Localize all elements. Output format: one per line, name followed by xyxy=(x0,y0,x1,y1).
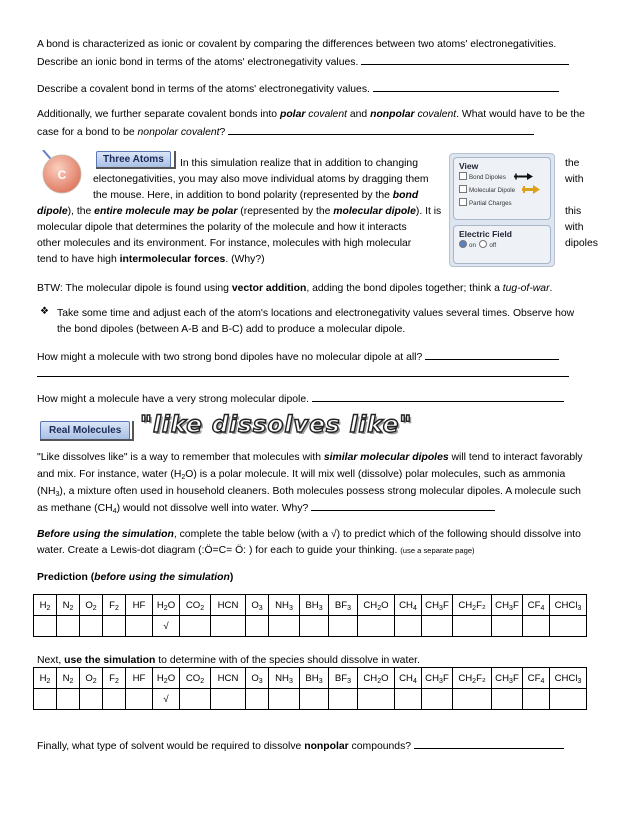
species-formula: O xyxy=(85,599,93,611)
species-header-cell xyxy=(34,668,57,689)
species-formula: H xyxy=(39,599,47,611)
species-header-cell xyxy=(523,668,550,689)
checkbox-icon[interactable] xyxy=(459,185,467,193)
species-suffix: F₂ xyxy=(476,599,486,611)
check-cell[interactable] xyxy=(246,689,269,710)
check-cell[interactable] xyxy=(492,689,523,710)
sim-text-5: molecular dipole that determines the polarity of the molecule and how it interacts xyxy=(37,222,407,233)
species-subscript: 2 xyxy=(114,677,119,685)
species-suffix: F xyxy=(512,672,519,684)
electric-field-box xyxy=(453,225,551,264)
species-suffix: O xyxy=(381,672,389,684)
check-cell[interactable] xyxy=(80,689,103,710)
check-cell[interactable] xyxy=(180,616,211,637)
btw-line: BTW: The molecular dipole is found using vector addition, adding the bond dipoles together; think a tug-of-war. xyxy=(37,283,553,294)
prediction-table xyxy=(33,594,587,637)
species-header-cell xyxy=(422,595,453,616)
bullet-line-1: Take some time and adjust each of the atom's locations and electronegativity values several times. Observe how xyxy=(57,308,575,319)
check-cell[interactable] xyxy=(492,616,523,637)
species-suffix: F₂ xyxy=(476,672,486,684)
species-header-cell xyxy=(422,668,453,689)
check-cell[interactable] xyxy=(550,689,587,710)
species-formula: CO xyxy=(185,672,201,684)
species-formula: CH xyxy=(458,672,473,684)
species-formula: BH xyxy=(305,672,319,684)
real-molecules-divider xyxy=(132,421,134,440)
like-dissolves-like-banner: "like dissolves like" xyxy=(140,412,413,438)
species-subscript: 3 xyxy=(347,604,352,612)
simulation-check-row xyxy=(34,689,587,710)
species-header-cell xyxy=(180,668,211,689)
view-option-molecular-dipole[interactable]: Molecular Dipole xyxy=(454,184,550,197)
species-formula: CO xyxy=(185,599,201,611)
species-header-cell xyxy=(358,668,395,689)
species-subscript: 2 xyxy=(69,604,74,612)
check-cell[interactable] xyxy=(550,616,587,637)
molecular-dipole-arrow-icon xyxy=(519,185,541,194)
before-sim-line-2: water. Create a Lewis-dot diagram (:Ö=C= Ö: ) for each to guide your thinking. (use a separate page) xyxy=(37,545,475,556)
species-formula: HF xyxy=(132,672,146,684)
wrap-right-1: the xyxy=(565,158,580,169)
before-sim-line-1: Before using the simulation, complete the table below (with a √) to predict which of the following should dissolve into xyxy=(37,529,581,540)
species-header-cell xyxy=(358,595,395,616)
nonpolar-answer-blank[interactable] xyxy=(228,124,534,135)
checkbox-icon[interactable] xyxy=(459,198,467,206)
check-cell[interactable] xyxy=(80,616,103,637)
species-suffix: F xyxy=(442,672,449,684)
electric-field-options: on off xyxy=(454,239,550,252)
species-formula: CH xyxy=(363,672,378,684)
view-option-partial-charges[interactable]: Partial Charges xyxy=(454,197,550,210)
species-header-cell xyxy=(34,595,57,616)
species-subscript: 3 xyxy=(439,677,443,685)
species-formula: F xyxy=(109,599,115,611)
sim-text-7: tend to have high intermolecular forces. (Why?) xyxy=(37,254,265,265)
species-formula: H xyxy=(39,672,47,684)
radio-off-icon[interactable] xyxy=(479,240,487,248)
species-formula: HCN xyxy=(217,599,239,611)
bullet-line-2: the bond dipoles (between A-B and B-C) add to produce a molecular dipole. xyxy=(57,324,406,335)
check-cell[interactable] xyxy=(395,616,422,637)
sim-text-6: other molecules and its environment. For instance, molecules with high molecular xyxy=(37,238,412,249)
species-formula: CH xyxy=(425,672,440,684)
final-answer-blank[interactable] xyxy=(414,738,564,749)
bullet-icon: ❖ xyxy=(40,306,49,317)
check-cell[interactable] xyxy=(358,689,395,710)
view-box xyxy=(453,157,551,220)
ionic-question: Describe an ionic bond in terms of the atoms' electronegativity values. xyxy=(37,54,569,70)
like-dissolves-line-1: "Like dissolves like" is a way to remember that molecules with similar molecular dipoles will tend to interact favorably xyxy=(37,452,583,463)
species-subscript: 3 xyxy=(318,677,323,685)
species-subscript: 2 xyxy=(200,677,205,685)
check-cell[interactable] xyxy=(246,616,269,637)
simulation-header-row xyxy=(34,668,587,689)
intro-line-1: A bond is characterized as ionic or covalent by comparing the differences between two atoms' electronegativities. xyxy=(37,39,557,50)
species-formula: F xyxy=(109,672,115,684)
wrap-right-5: with xyxy=(565,222,584,233)
check-cell[interactable] xyxy=(395,689,422,710)
species-header-cell xyxy=(453,668,492,689)
species-formula: CHCl xyxy=(554,672,578,684)
wrap-right-6: dipoles xyxy=(565,238,598,249)
three-atoms-button[interactable]: Three Atoms xyxy=(96,151,171,168)
prediction-header-row xyxy=(34,595,587,616)
question-strong-dipole: How might a molecule have a very strong molecular dipole. xyxy=(37,391,564,407)
wrap-right-2: with xyxy=(565,174,584,185)
species-header-cell xyxy=(57,595,80,616)
species-subscript: 3 xyxy=(258,677,263,685)
species-header-cell xyxy=(523,595,550,616)
real-molecules-underline xyxy=(40,439,134,441)
next-line: Next, use the simulation to determine with of the species should dissolve in water. xyxy=(37,655,420,666)
species-subscript: 2 xyxy=(46,677,51,685)
nonpolar-question: case for a bond to be nonpolar covalent? xyxy=(37,124,534,140)
species-header-cell xyxy=(395,668,422,689)
strong-dipole-answer-blank[interactable] xyxy=(312,391,564,402)
species-formula: N xyxy=(62,672,70,684)
question-no-dipole-line-2 xyxy=(37,366,569,382)
species-subscript: 2 xyxy=(92,677,97,685)
check-cell[interactable] xyxy=(180,689,211,710)
species-subscript: 2 xyxy=(114,604,119,612)
covalent-answer-blank[interactable] xyxy=(373,81,559,92)
species-formula: CH xyxy=(495,599,510,611)
check-cell[interactable] xyxy=(422,616,453,637)
species-formula: O xyxy=(251,599,259,611)
species-formula: N xyxy=(62,599,70,611)
check-cell[interactable] xyxy=(57,689,80,710)
check-cell[interactable] xyxy=(523,616,550,637)
species-formula: BF xyxy=(334,599,348,611)
atom-letter: C xyxy=(57,168,67,182)
species-formula: HF xyxy=(132,599,146,611)
check-cell[interactable] xyxy=(453,616,492,637)
species-header-cell xyxy=(453,595,492,616)
species-header-cell xyxy=(80,668,103,689)
species-header-cell xyxy=(492,668,523,689)
real-molecules-button[interactable]: Real Molecules xyxy=(40,421,130,440)
sim-text-2: electonegativities, you may also move individual atoms by dragging them xyxy=(93,174,429,185)
species-subscript: 3 xyxy=(288,677,293,685)
species-header-cell xyxy=(211,595,246,616)
species-header-cell xyxy=(153,668,180,689)
species-subscript: 4 xyxy=(412,677,417,685)
species-suffix: O xyxy=(167,599,176,611)
species-subscript: 2 xyxy=(46,604,51,612)
atom-c-icon xyxy=(37,150,87,196)
covalent-question: Describe a covalent bond in terms of the atoms' electronegativity values. xyxy=(37,81,559,97)
species-header-cell xyxy=(246,668,269,689)
species-subscript: 2 xyxy=(472,604,477,612)
species-subscript: 3 xyxy=(439,604,443,612)
species-header-cell xyxy=(57,668,80,689)
bond-dipole-arrow-icon xyxy=(512,173,534,180)
species-formula: O xyxy=(251,672,259,684)
methane-answer-blank[interactable] xyxy=(311,500,495,511)
species-header-cell xyxy=(269,668,300,689)
check-cell[interactable] xyxy=(103,616,126,637)
electric-field-title: Electric Field xyxy=(459,229,512,239)
species-suffix: O xyxy=(167,672,176,684)
species-formula: CF xyxy=(527,672,541,684)
like-dissolves-line-4: as methane $(CH_4)$ would not dissolve well into water. Why? xyxy=(37,500,495,516)
species-subscript: 3 xyxy=(509,677,513,685)
species-header-cell xyxy=(269,595,300,616)
species-header-cell xyxy=(329,595,358,616)
species-subscript: 3 xyxy=(288,604,293,612)
wrap-right-4: this xyxy=(565,206,582,217)
species-suffix: O xyxy=(381,599,389,611)
check-cell[interactable] xyxy=(422,689,453,710)
species-subscript: 2 xyxy=(472,677,477,685)
species-subscript: 4 xyxy=(540,677,545,685)
prediction-heading: Prediction (before using the simulation) xyxy=(37,572,234,583)
species-header-cell xyxy=(103,668,126,689)
species-subscript: 2 xyxy=(69,677,74,685)
species-header-cell xyxy=(180,595,211,616)
species-formula: CH xyxy=(399,599,413,611)
species-header-cell xyxy=(550,668,587,689)
check-cell[interactable] xyxy=(211,616,246,637)
check-cell[interactable]: √ xyxy=(153,616,180,637)
question-no-dipole: How might a molecule with two strong bond dipoles have no molecular dipole at all? xyxy=(37,349,559,365)
species-subscript: 2 xyxy=(92,604,97,612)
check-cell[interactable] xyxy=(300,689,329,710)
species-subscript: 3 xyxy=(509,604,513,612)
species-subscript: 2 xyxy=(377,677,382,685)
like-dissolves-line-3: $(NH_3)$, a mixture often used in household cleaners. Both molecules possess strong molecular dipoles. A molecule such xyxy=(37,486,581,498)
species-formula: CH xyxy=(399,672,413,684)
species-header-cell xyxy=(395,595,422,616)
species-header-cell xyxy=(80,595,103,616)
check-cell[interactable] xyxy=(269,616,300,637)
check-cell[interactable] xyxy=(453,689,492,710)
view-option-bond-dipoles[interactable]: Bond Dipoles xyxy=(454,171,550,184)
check-cell[interactable] xyxy=(103,689,126,710)
species-formula: CHCl xyxy=(554,599,578,611)
species-header-cell xyxy=(550,595,587,616)
check-cell[interactable] xyxy=(34,689,57,710)
check-cell[interactable] xyxy=(126,689,153,710)
species-formula: BH xyxy=(305,599,319,611)
species-header-cell xyxy=(300,668,329,689)
check-cell[interactable] xyxy=(269,689,300,710)
species-subscript: 4 xyxy=(412,604,417,612)
check-cell[interactable] xyxy=(34,616,57,637)
no-dipole-answer-blank-2[interactable] xyxy=(37,366,569,377)
like-dissolves-line-2: and mix. For instance, water $(H_2O)$ is a polar molecule. It will mix well (dissolve) polar molecules, such as ammonia xyxy=(37,469,566,481)
species-formula: NH xyxy=(275,672,289,684)
check-cell[interactable] xyxy=(358,616,395,637)
sim-text-4: dipole), the entire molecule may be polar (represented by the molecular dipole). It is xyxy=(37,206,442,217)
species-header-cell xyxy=(103,595,126,616)
view-panel xyxy=(449,153,555,267)
species-formula: CH xyxy=(458,599,473,611)
species-header-cell xyxy=(211,668,246,689)
species-formula: CH xyxy=(425,599,440,611)
species-formula: H xyxy=(156,599,164,611)
check-cell[interactable] xyxy=(126,616,153,637)
species-subscript: 3 xyxy=(258,604,263,612)
checkbox-icon[interactable] xyxy=(459,172,467,180)
check-cell[interactable] xyxy=(211,689,246,710)
species-formula: NH xyxy=(275,599,289,611)
species-formula: CH xyxy=(495,672,510,684)
species-suffix: F xyxy=(512,599,519,611)
check-cell[interactable] xyxy=(57,616,80,637)
species-formula: BF xyxy=(334,672,348,684)
check-cell[interactable] xyxy=(329,689,358,710)
no-dipole-answer-blank[interactable] xyxy=(425,349,559,360)
species-subscript: 3 xyxy=(347,677,352,685)
three-atoms-underline xyxy=(96,167,176,169)
sim-text-1: In this simulation realize that in addition to changing xyxy=(180,158,418,169)
species-header-cell xyxy=(329,668,358,689)
final-question: Finally, what type of solvent would be required to dissolve nonpolar compounds? xyxy=(37,738,564,754)
radio-on-icon[interactable] xyxy=(459,240,467,248)
simulation-table xyxy=(33,667,587,710)
species-formula: CH xyxy=(363,599,378,611)
species-header-cell xyxy=(153,595,180,616)
species-header-cell xyxy=(246,595,269,616)
species-formula: HCN xyxy=(217,672,239,684)
polar-nonpolar-line-1: Additionally, we further separate covalent bonds into polar covalent and nonpolar covalent. What would have to be the xyxy=(37,109,585,120)
check-cell[interactable] xyxy=(300,616,329,637)
species-formula: CF xyxy=(527,599,541,611)
species-subscript: 3 xyxy=(577,604,582,612)
species-subscript: 2 xyxy=(163,604,168,612)
species-subscript: 3 xyxy=(577,677,582,685)
prediction-check-row xyxy=(34,616,587,637)
species-subscript: 2 xyxy=(200,604,205,612)
species-header-cell xyxy=(300,595,329,616)
species-suffix: F xyxy=(442,599,449,611)
species-formula: H xyxy=(156,672,164,684)
species-header-cell xyxy=(126,595,153,616)
three-atoms-divider xyxy=(174,151,176,168)
species-subscript: 3 xyxy=(318,604,323,612)
ionic-answer-blank[interactable] xyxy=(361,54,569,65)
check-cell[interactable] xyxy=(523,689,550,710)
species-subscript: 4 xyxy=(540,604,545,612)
check-cell[interactable] xyxy=(329,616,358,637)
view-title: View xyxy=(459,161,479,171)
check-cell[interactable]: √ xyxy=(153,689,180,710)
species-header-cell xyxy=(126,668,153,689)
species-formula: O xyxy=(85,672,93,684)
species-subscript: 2 xyxy=(377,604,382,612)
species-header-cell xyxy=(492,595,523,616)
sim-text-3: the mouse. Here, in addition to bond polarity (represented by the bond xyxy=(93,190,419,201)
species-subscript: 2 xyxy=(163,677,168,685)
